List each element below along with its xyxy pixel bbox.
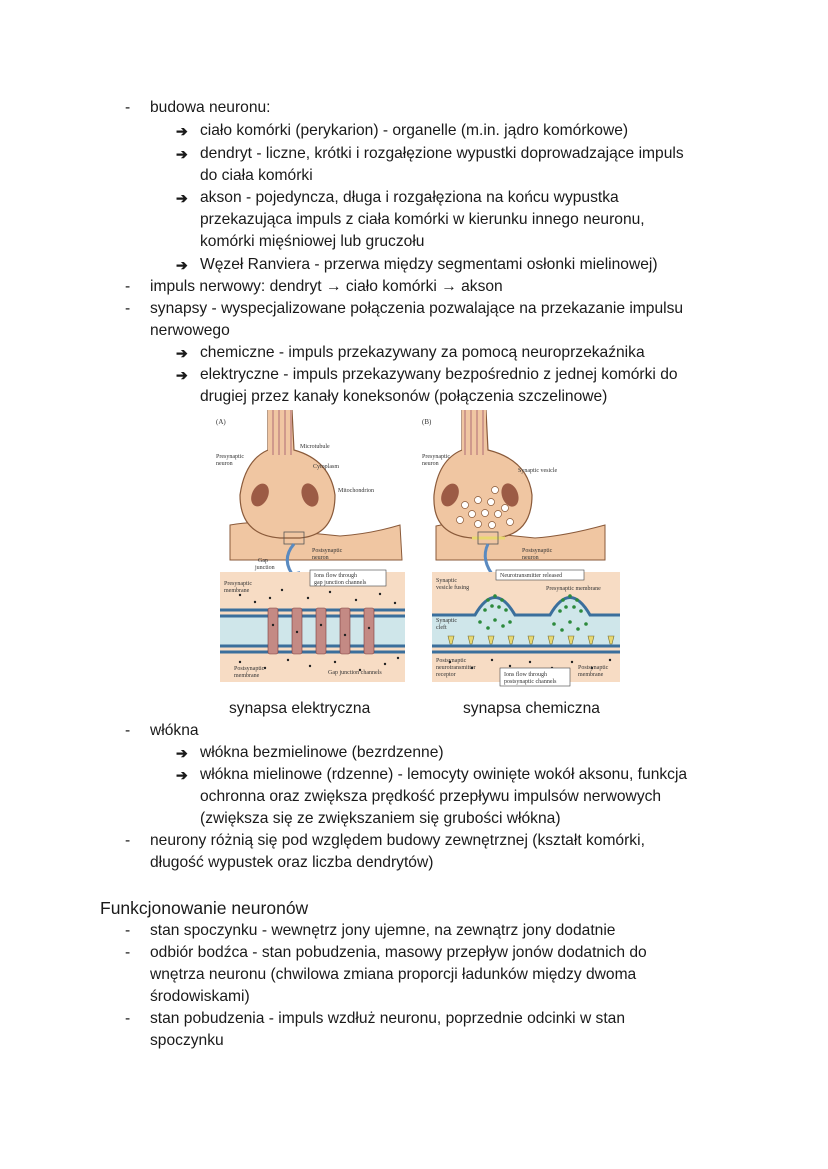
label-postsynaptic-neuron: neuron xyxy=(312,555,329,561)
arrow-icon: ➔ xyxy=(176,345,188,361)
arrow-icon: ➔ xyxy=(176,190,188,206)
sub-bullet-text: drugiej przez kanały koneksonów (połączenia szczelinowe) xyxy=(200,388,608,405)
sub-bullet-text: akson - pojedyncza, długa i rozgałęziona na końcu wypustka xyxy=(200,189,619,206)
label-presynaptic-membrane: Presynaptic xyxy=(224,581,252,587)
caption-electrical-synapse: synapsa elektryczna xyxy=(229,700,371,717)
label-vesicle-fusing: vesicle fusing xyxy=(436,585,470,591)
panel-a-electrical xyxy=(216,410,405,682)
arrow-icon: ➔ xyxy=(176,745,188,761)
arrow-icon: ➔ xyxy=(176,367,188,383)
arrow-icon: ➔ xyxy=(176,146,188,162)
label-receptor: neurotransmitter xyxy=(436,665,476,671)
bullet-text: długość wypustek oraz liczba dendrytów) xyxy=(150,854,434,871)
microtubule-bundle-a xyxy=(268,410,292,455)
bullet-text: stan spoczynku - wewnętrz jony ujemne, na zewnątrz jony dodatnie xyxy=(150,922,616,939)
bullet-text: budowa neuronu: xyxy=(150,99,271,116)
label-presynaptic-neuron: Presynaptic xyxy=(216,454,244,460)
synapse-figure xyxy=(210,410,625,690)
bullet-dash: - xyxy=(125,278,131,295)
sub-bullet-text: (zwiększa się ze zwiększaniem się grubości włókna) xyxy=(200,810,561,827)
label-vesicle-fusing: Synaptic xyxy=(436,578,457,584)
panel-b-chemical xyxy=(422,410,620,686)
section-heading: Funkcjonowanie neuronów xyxy=(100,898,309,918)
label-presynaptic-neuron: neuron xyxy=(216,461,233,467)
bullet-dash: - xyxy=(125,1010,131,1027)
bullet-dash: - xyxy=(125,944,131,961)
sub-bullet-text: ochronna oraz zwiększa prędkość przepływu impulsów nerwowych xyxy=(200,788,662,805)
label-receptor: Postsynaptic xyxy=(436,658,467,664)
label-postsynaptic-membrane: Postsynaptic xyxy=(234,666,265,672)
label-mitochondrion: Mitochondrion xyxy=(338,488,374,494)
label-synaptic-vesicle: Synaptic vesicle xyxy=(518,468,558,474)
label-ions-flow: Ions flow through xyxy=(504,672,547,678)
bullet-dash: - xyxy=(125,722,131,739)
arrow-icon: ➔ xyxy=(176,257,188,273)
label-ions-flow: postsynaptic channels xyxy=(504,679,557,685)
label-microtubule: Microtubule xyxy=(300,444,330,450)
label-synaptic-cleft: cleft xyxy=(436,625,447,631)
bullet-dash: - xyxy=(125,832,131,849)
microtubule-bundle-b xyxy=(462,410,486,455)
sub-bullet-text: dendryt - liczne, krótki i rozgałęzione wypustki doprowadzające impuls xyxy=(200,145,684,162)
label-gap-junction: Gap xyxy=(258,558,268,564)
bullet-text: stan pobudzenia - impuls wzdłuż neuronu, poprzednie odcinki w stan xyxy=(150,1010,626,1027)
panel-b-letter: (B) xyxy=(422,418,432,426)
label-postsynaptic-membrane: membrane xyxy=(578,672,604,678)
label-receptor: receptor xyxy=(436,672,456,678)
label-presynaptic-membrane: Presynaptic membrane xyxy=(546,586,601,592)
label-ions-flow: Ions flow through xyxy=(314,573,357,579)
sub-bullet-text: chemiczne - impuls przekazywany za pomocą neuroprzekaźnika xyxy=(200,344,645,361)
label-gap-junction: junction xyxy=(255,565,275,571)
label-cytoplasm: Cytoplasm xyxy=(313,464,340,470)
sub-bullet-text: ciało komórki (perykarion) - organelle (m.in. jądro komórkowe) xyxy=(200,122,629,139)
bullet-text: wnętrza neuronu (chwilowa zmiana proporcji ładunków między dwoma xyxy=(150,966,637,983)
synapse-diagram xyxy=(210,410,625,690)
bullet-text: środowiskami) xyxy=(150,988,250,1005)
label-ions-flow: gap junction channels xyxy=(314,580,367,586)
sub-bullet-text: włókna mielinowe (rdzenne) - lemocyty owinięte wokół aksonu, funkcja xyxy=(200,766,688,783)
label-postsynaptic-membrane: Postsynaptic xyxy=(578,665,609,671)
bullet-dash: - xyxy=(125,99,131,116)
bullet-text: włókna xyxy=(150,722,199,739)
label-synaptic-cleft: Synaptic xyxy=(436,618,457,624)
sub-bullet-text: komórki mięśniowej lub gruczołu xyxy=(200,233,425,250)
label-presynaptic-membrane: membrane xyxy=(224,588,250,594)
gap-cleft-a xyxy=(220,616,405,646)
arrow-icon: ➔ xyxy=(176,767,188,783)
bullet-text: spoczynku xyxy=(150,1032,224,1049)
label-presynaptic-neuron: neuron xyxy=(422,461,439,467)
caption-chemical-synapse: synapsa chemiczna xyxy=(463,700,600,717)
bullet-text: neurony różnią się pod względem budowy zewnętrznej (kształt komórki, xyxy=(150,832,645,849)
sub-bullet-text: włókna bezmielinowe (bezrdzenne) xyxy=(200,744,444,761)
label-postsynaptic-membrane: membrane xyxy=(234,673,260,679)
sub-bullet-text: przekazująca impuls z ciała komórki w kierunku innego neuronu, xyxy=(200,211,645,228)
bullet-text: odbiór bodźca - stan pobudzenia, masowy przepływ jonów dodatnich do xyxy=(150,944,647,961)
bullet-text: impuls nerwowy: dendryt → ciało komórki → akson xyxy=(150,278,503,295)
panel-a-letter: (A) xyxy=(216,418,226,426)
arrow-icon: ➔ xyxy=(176,123,188,139)
label-gap-junction-channels: Gap junction channels xyxy=(328,670,382,676)
sub-bullet-text: elektryczne - impuls przekazywany bezpośrednio z jednej komórki do xyxy=(200,366,678,383)
sub-bullet-text: do ciała komórki xyxy=(200,167,313,184)
label-nt-released: Neurotransmitter released xyxy=(500,573,563,579)
label-presynaptic-neuron: Presynaptic xyxy=(422,454,450,460)
label-postsynaptic-neuron: Postsynaptic xyxy=(522,548,553,554)
bullet-text: synapsy - wyspecjalizowane połączenia pozwalające na przekazanie impulsu xyxy=(150,300,684,317)
label-postsynaptic-neuron: neuron xyxy=(522,555,539,561)
bullet-dash: - xyxy=(125,300,131,317)
bullet-dash: - xyxy=(125,922,131,939)
sub-bullet-text: Węzeł Ranviera - przerwa między segmentami osłonki mielinowej) xyxy=(200,256,658,273)
label-postsynaptic-neuron: Postsynaptic xyxy=(312,548,343,554)
bullet-text: nerwowego xyxy=(150,322,230,339)
